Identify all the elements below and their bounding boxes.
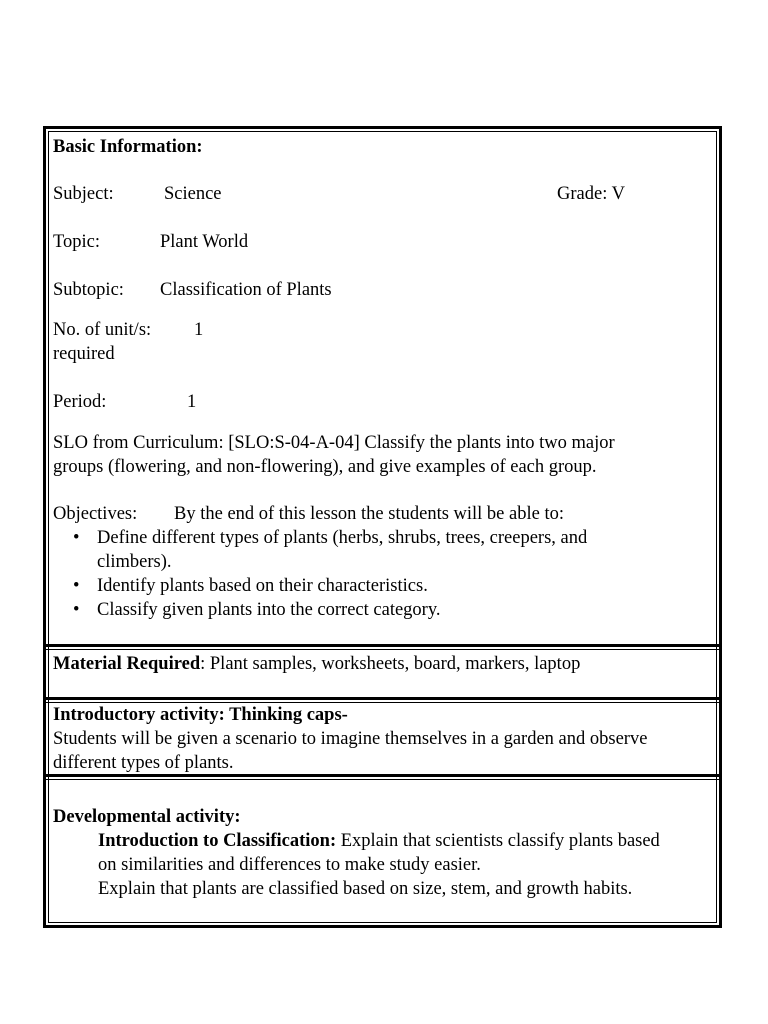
bullet-icon: • xyxy=(73,576,80,596)
objectives-list xyxy=(52,526,679,622)
objectives-intro: By the end of this lesson the students will be able to: xyxy=(174,504,564,524)
objective-text: Classify given plants into the correct category. xyxy=(97,600,441,620)
units-label-required: required xyxy=(53,344,115,364)
objective-item xyxy=(52,598,679,622)
objectives-label: Objectives: xyxy=(53,504,138,524)
developmental-section xyxy=(46,780,719,920)
objective-item xyxy=(52,526,679,574)
intro-line-2: different types of plants. xyxy=(53,753,234,773)
classification-intro-label: Introduction to Classification: xyxy=(98,831,337,851)
developmental-sub-line-1 xyxy=(98,829,660,853)
developmental-heading: Developmental activity: xyxy=(53,807,241,827)
objective-text-continued: climbers). xyxy=(97,552,172,572)
material-text: : Plant samples, worksheets, board, markers, laptop xyxy=(200,654,581,674)
units-value: 1 xyxy=(194,320,204,340)
material-section xyxy=(46,650,719,698)
material-label: Material Required xyxy=(53,654,201,674)
slo-line-1: SLO from Curriculum: [SLO:S-04-A-04] Classify the plants into two major xyxy=(53,433,615,453)
lesson-plan-table xyxy=(43,126,722,928)
subtopic-value: Classification of Plants xyxy=(160,280,332,300)
developmental-sub-line-3: Explain that plants are classified based on size, stem, and growth habits. xyxy=(98,879,633,899)
objective-text: Identify plants based on their characteristics. xyxy=(97,576,428,596)
basic-information-heading: Basic Information: xyxy=(53,137,203,157)
objective-item xyxy=(52,574,679,598)
material-row xyxy=(53,652,580,676)
bullet-icon: • xyxy=(73,600,80,620)
introductory-section xyxy=(46,703,719,775)
objective-text: Define different types of plants (herbs, shrubs, trees, creepers, and xyxy=(97,528,588,548)
slo-line-2: groups (flowering, and non-flowering), and give examples of each group. xyxy=(53,457,597,477)
basic-information-section xyxy=(46,129,719,645)
intro-heading: Introductory activity: Thinking caps- xyxy=(53,705,348,725)
units-label: No. of unit/s: xyxy=(53,320,152,340)
subject-label: Subject: xyxy=(53,184,114,204)
period-label: Period: xyxy=(53,392,107,412)
topic-label: Topic: xyxy=(53,232,100,252)
subtopic-label: Subtopic: xyxy=(53,280,124,300)
intro-line-1: Students will be given a scenario to imagine themselves in a garden and observe xyxy=(53,729,648,749)
topic-value: Plant World xyxy=(160,232,249,252)
developmental-sub-line-2: on similarities and differences to make study easier. xyxy=(98,855,481,875)
grade-value: Grade: V xyxy=(557,184,625,204)
classification-intro-text: Explain that scientists classify plants based xyxy=(336,831,660,851)
bullet-icon: • xyxy=(73,528,80,548)
subject-value: Science xyxy=(164,184,222,204)
period-value: 1 xyxy=(187,392,197,412)
